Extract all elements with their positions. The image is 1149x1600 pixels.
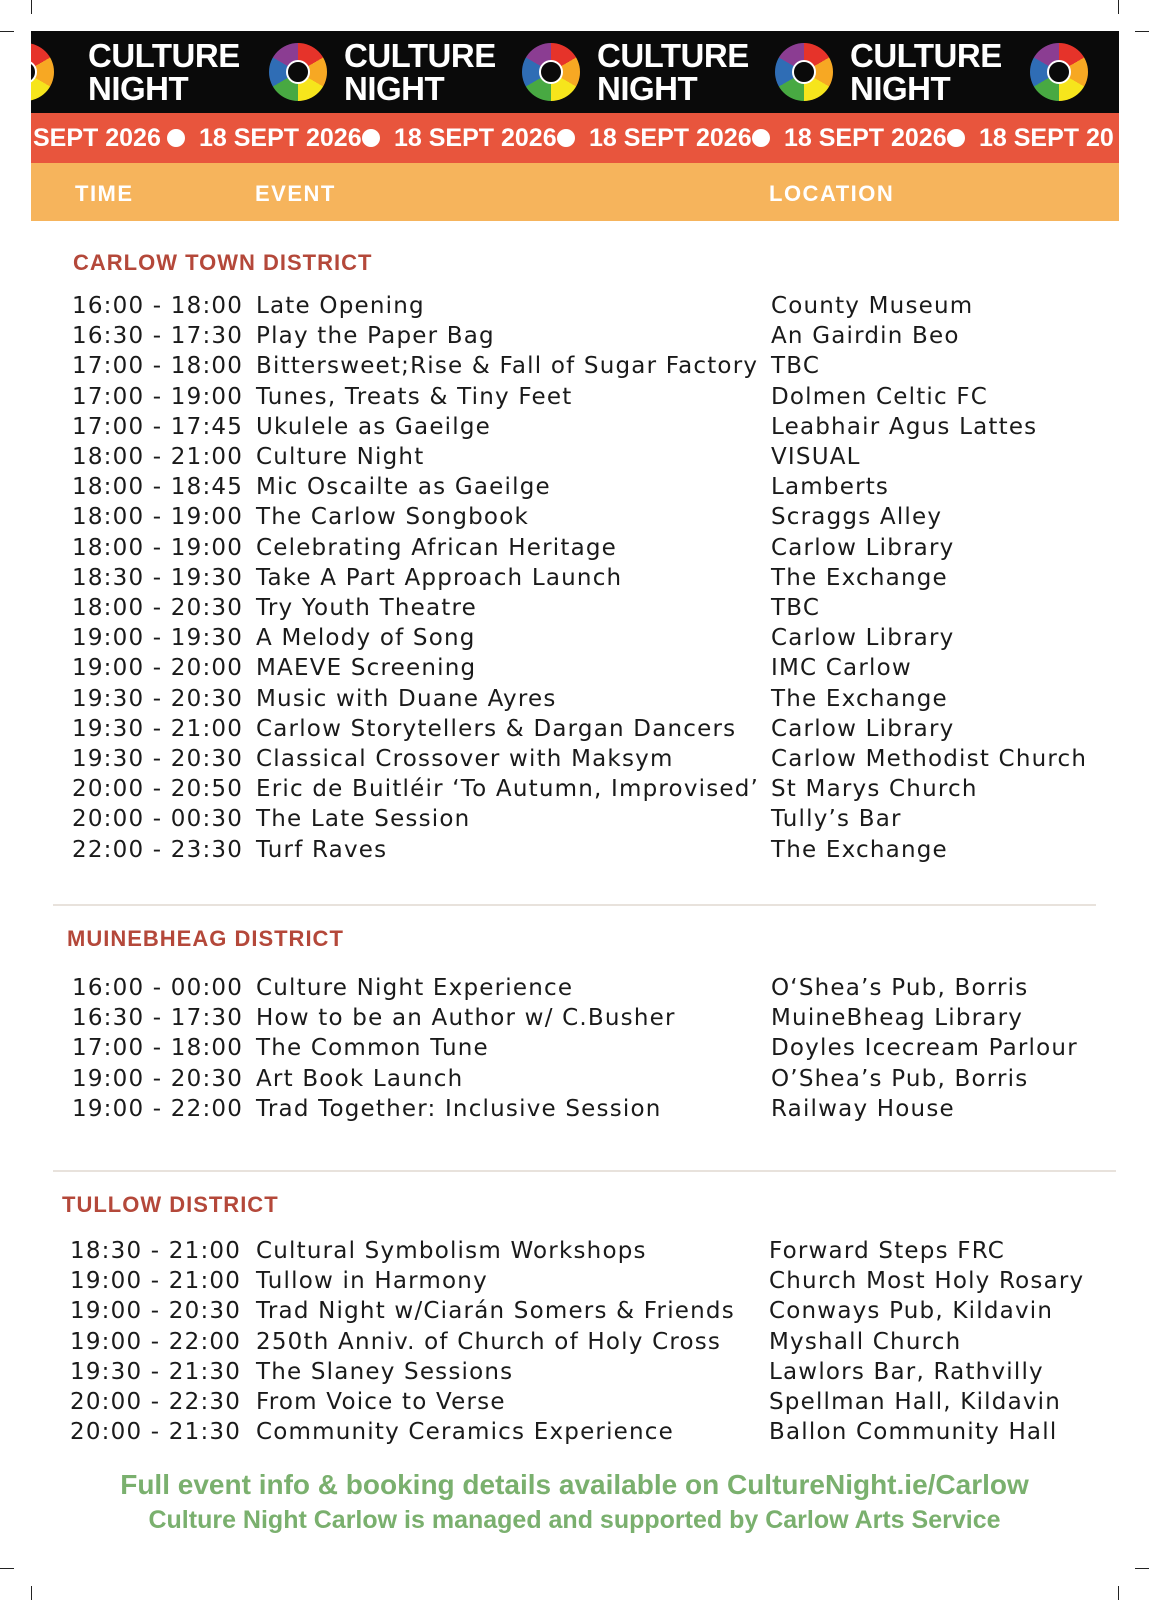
table-row bbox=[0, 744, 1149, 774]
event-time: 17:00 - 17:45 bbox=[72, 414, 244, 440]
event-time: 18:00 - 19:00 bbox=[72, 535, 244, 561]
table-row bbox=[0, 1387, 1149, 1417]
table-row bbox=[0, 1064, 1149, 1094]
bullet-dot-icon bbox=[947, 129, 965, 147]
table-row bbox=[0, 593, 1149, 623]
crop-mark bbox=[0, 1568, 14, 1569]
table-row bbox=[0, 1094, 1149, 1124]
event-location: Myshall Church bbox=[769, 1329, 962, 1355]
event-name: A Melody of Song bbox=[256, 625, 476, 651]
event-time: 17:00 - 18:00 bbox=[72, 353, 244, 379]
table-row bbox=[0, 412, 1149, 442]
event-location: The Exchange bbox=[771, 837, 948, 863]
table-row bbox=[0, 684, 1149, 714]
event-location: Lawlors Bar, Rathvilly bbox=[769, 1359, 1044, 1385]
event-location: St Marys Church bbox=[771, 776, 978, 802]
event-time: 19:00 - 20:30 bbox=[70, 1298, 242, 1324]
event-location: O’Shea’s Pub, Borris bbox=[771, 1066, 1029, 1092]
event-location: Leabhair Agus Lattes bbox=[771, 414, 1038, 440]
bullet-dot-icon bbox=[167, 129, 185, 147]
event-location: County Museum bbox=[771, 293, 974, 319]
crop-mark bbox=[1135, 1568, 1149, 1569]
table-row bbox=[0, 1236, 1149, 1266]
event-name: How to be an Author w/ C.Busher bbox=[256, 1005, 676, 1031]
color-wheel-icon bbox=[269, 43, 327, 101]
event-time: 19:00 - 19:30 bbox=[72, 625, 244, 651]
bullet-dot-icon bbox=[752, 129, 770, 147]
table-row bbox=[0, 502, 1149, 532]
event-location: Carlow Library bbox=[771, 716, 955, 742]
event-location: Lamberts bbox=[771, 474, 890, 500]
divider bbox=[53, 904, 1096, 906]
event-location: Forward Steps FRC bbox=[769, 1238, 1005, 1264]
event-name: Try Youth Theatre bbox=[256, 595, 477, 621]
event-location: The Exchange bbox=[771, 686, 948, 712]
event-time: 18:00 - 19:00 bbox=[72, 504, 244, 530]
event-location: Dolmen Celtic FC bbox=[771, 384, 989, 410]
event-column-header: EVENT bbox=[255, 181, 336, 206]
event-time: 19:00 - 22:00 bbox=[72, 1096, 244, 1122]
date-banner bbox=[31, 113, 1119, 163]
event-name: Tullow in Harmony bbox=[256, 1268, 488, 1294]
event-location: VISUAL bbox=[771, 444, 861, 470]
event-time: 18:00 - 20:30 bbox=[72, 595, 244, 621]
bullet-dot-icon bbox=[557, 129, 575, 147]
table-row bbox=[0, 351, 1149, 381]
event-location: Scraggs Alley bbox=[771, 504, 943, 530]
event-name: MAEVE Screening bbox=[256, 655, 477, 681]
event-location: IMC Carlow bbox=[771, 655, 912, 681]
event-time: 20:00 - 21:30 bbox=[70, 1419, 242, 1445]
crop-mark bbox=[1118, 1586, 1119, 1600]
event-name: Classical Crossover with Maksym bbox=[256, 746, 674, 772]
event-name: The Carlow Songbook bbox=[256, 504, 529, 530]
district-heading: CARLOW TOWN DISTRICT bbox=[73, 250, 373, 275]
footer-info: Full event info & booking details available on CultureNight.ie/Carlow bbox=[120, 1469, 1029, 1500]
logo-text: CULTURE NIGHT bbox=[88, 37, 240, 107]
event-name: Carlow Storytellers & Dargan Dancers bbox=[256, 716, 737, 742]
event-time: 18:30 - 21:00 bbox=[70, 1238, 242, 1264]
event-location: Carlow Methodist Church bbox=[771, 746, 1088, 772]
event-name: 250th Anniv. of Church of Holy Cross bbox=[256, 1329, 722, 1355]
logo-text: CULTURE NIGHT bbox=[850, 37, 1002, 107]
event-location: O‘Shea’s Pub, Borris bbox=[771, 975, 1029, 1001]
time-column-header: TIME bbox=[75, 181, 134, 206]
table-row bbox=[0, 1003, 1149, 1033]
event-name: Trad Together: Inclusive Session bbox=[256, 1096, 662, 1122]
event-name: Culture Night bbox=[256, 444, 425, 470]
table-row bbox=[0, 382, 1149, 412]
event-name: Bittersweet;Rise & Fall of Sugar Factory bbox=[256, 353, 759, 379]
color-wheel-icon bbox=[31, 43, 54, 101]
date-label: SEPT 2026 bbox=[33, 124, 161, 152]
event-time: 20:00 - 20:50 bbox=[72, 776, 244, 802]
date-label: 18 SEPT 20 bbox=[979, 124, 1114, 152]
event-name: Cultural Symbolism Workshops bbox=[256, 1238, 647, 1264]
event-name: Ukulele as Gaeilge bbox=[256, 414, 492, 440]
event-name: Late Opening bbox=[256, 293, 425, 319]
table-row bbox=[0, 1357, 1149, 1387]
event-time: 18:00 - 18:45 bbox=[72, 474, 244, 500]
color-wheel-icon bbox=[522, 43, 580, 101]
divider bbox=[53, 1170, 1116, 1172]
event-name: Community Ceramics Experience bbox=[256, 1419, 674, 1445]
table-row bbox=[0, 623, 1149, 653]
event-time: 19:30 - 21:00 bbox=[72, 716, 244, 742]
event-location: The Exchange bbox=[771, 565, 948, 591]
event-name: Tunes, Treats & Tiny Feet bbox=[256, 384, 573, 410]
event-time: 16:00 - 18:00 bbox=[72, 293, 244, 319]
event-location: Spellman Hall, Kildavin bbox=[769, 1389, 1062, 1415]
event-time: 16:30 - 17:30 bbox=[72, 323, 244, 349]
table-row bbox=[0, 714, 1149, 744]
table-row bbox=[0, 472, 1149, 502]
event-location: TBC bbox=[771, 595, 821, 621]
event-time: 19:00 - 20:00 bbox=[72, 655, 244, 681]
date-label: 18 SEPT 2026 bbox=[784, 124, 947, 152]
color-wheel-icon bbox=[775, 43, 833, 101]
event-location: MuineBheag Library bbox=[771, 1005, 1024, 1031]
event-name: Trad Night w/Ciarán Somers & Friends bbox=[256, 1298, 735, 1324]
table-row bbox=[0, 533, 1149, 563]
event-location: TBC bbox=[771, 353, 821, 379]
table-row bbox=[0, 1296, 1149, 1326]
event-time: 19:30 - 21:30 bbox=[70, 1359, 242, 1385]
date-label: 18 SEPT 2026 bbox=[589, 124, 752, 152]
table-row bbox=[0, 804, 1149, 834]
table-row bbox=[0, 653, 1149, 683]
crop-mark bbox=[31, 0, 32, 14]
table-row bbox=[0, 973, 1149, 1003]
crop-mark bbox=[1135, 31, 1149, 32]
event-time: 19:30 - 20:30 bbox=[72, 686, 244, 712]
logo-text: CULTURE NIGHT bbox=[344, 37, 496, 107]
event-time: 20:00 - 00:30 bbox=[72, 806, 244, 832]
event-time: 16:00 - 00:00 bbox=[72, 975, 244, 1001]
date-label: 18 SEPT 2026 bbox=[394, 124, 557, 152]
table-row bbox=[0, 1327, 1149, 1357]
table-row bbox=[0, 563, 1149, 593]
location-column-header: LOCATION bbox=[769, 181, 895, 206]
crop-mark bbox=[0, 31, 14, 32]
event-name: The Slaney Sessions bbox=[256, 1359, 514, 1385]
district-heading: MUINEBHEAG DISTRICT bbox=[67, 926, 344, 951]
event-name: Celebrating African Heritage bbox=[256, 535, 618, 561]
event-name: Music with Duane Ayres bbox=[256, 686, 557, 712]
event-name: Art Book Launch bbox=[256, 1066, 464, 1092]
table-row bbox=[0, 1033, 1149, 1063]
event-time: 19:00 - 20:30 bbox=[72, 1066, 244, 1092]
event-location: Conways Pub, Kildavin bbox=[769, 1298, 1054, 1324]
event-time: 22:00 - 23:30 bbox=[72, 837, 244, 863]
event-location: Ballon Community Hall bbox=[769, 1419, 1058, 1445]
crop-mark bbox=[31, 1586, 32, 1600]
date-label: 18 SEPT 2026 bbox=[199, 124, 362, 152]
event-location: Doyles Icecream Parlour bbox=[771, 1035, 1078, 1061]
event-name: The Late Session bbox=[256, 806, 471, 832]
event-name: Play the Paper Bag bbox=[256, 323, 495, 349]
event-name: Mic Oscailte as Gaeilge bbox=[256, 474, 551, 500]
event-location: Church Most Holy Rosary bbox=[769, 1268, 1085, 1294]
color-wheel-icon bbox=[1030, 43, 1088, 101]
event-location: Railway House bbox=[771, 1096, 955, 1122]
event-name: Turf Raves bbox=[256, 837, 388, 863]
event-time: 17:00 - 19:00 bbox=[72, 384, 244, 410]
event-time: 20:00 - 22:30 bbox=[70, 1389, 242, 1415]
event-location: An Gairdin Beo bbox=[771, 323, 960, 349]
table-row bbox=[0, 835, 1149, 865]
event-name: The Common Tune bbox=[256, 1035, 489, 1061]
event-location: Tully’s Bar bbox=[771, 806, 902, 832]
table-row bbox=[0, 291, 1149, 321]
district-heading: TULLOW DISTRICT bbox=[62, 1192, 279, 1217]
table-row bbox=[0, 1417, 1149, 1447]
event-time: 19:00 - 22:00 bbox=[70, 1329, 242, 1355]
table-row bbox=[0, 442, 1149, 472]
table-row bbox=[0, 774, 1149, 804]
column-header bbox=[31, 163, 1119, 221]
event-name: From Voice to Verse bbox=[256, 1389, 506, 1415]
event-time: 16:30 - 17:30 bbox=[72, 1005, 244, 1031]
event-location: Carlow Library bbox=[771, 535, 955, 561]
logo-text: CULTURE NIGHT bbox=[597, 37, 749, 107]
crop-mark bbox=[1118, 0, 1119, 14]
event-location: Carlow Library bbox=[771, 625, 955, 651]
event-time: 19:00 - 21:00 bbox=[70, 1268, 242, 1294]
event-time: 17:00 - 18:00 bbox=[72, 1035, 244, 1061]
event-time: 18:30 - 19:30 bbox=[72, 565, 244, 591]
table-row bbox=[0, 321, 1149, 351]
table-row bbox=[0, 1266, 1149, 1296]
event-name: Culture Night Experience bbox=[256, 975, 574, 1001]
event-time: 19:30 - 20:30 bbox=[72, 746, 244, 772]
footer-credit: Culture Night Carlow is managed and supported by Carlow Arts Service bbox=[148, 1506, 1001, 1534]
logo-banner bbox=[31, 31, 1119, 113]
event-name: Take A Part Approach Launch bbox=[256, 565, 623, 591]
event-time: 18:00 - 21:00 bbox=[72, 444, 244, 470]
bullet-dot-icon bbox=[362, 129, 380, 147]
event-name: Eric de Buitléir ‘To Autumn, Improvised’ bbox=[256, 776, 760, 802]
